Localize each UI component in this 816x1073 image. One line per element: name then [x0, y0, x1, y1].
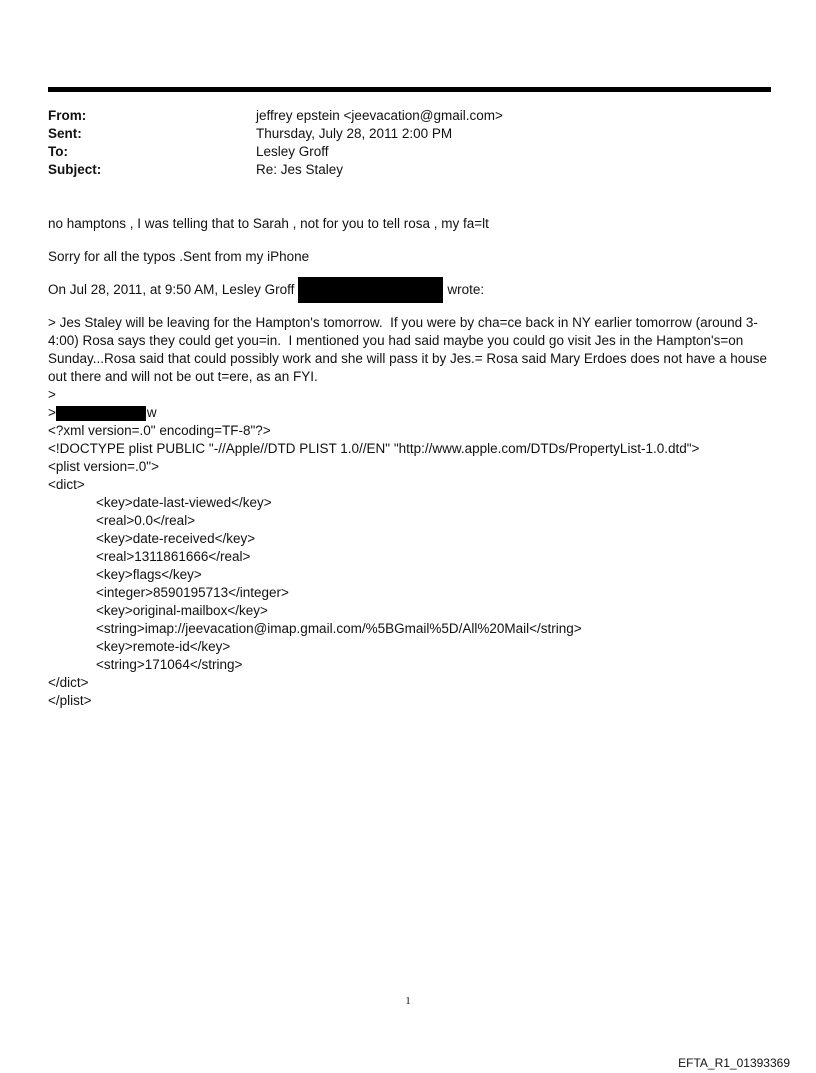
header-row-from — [48, 107, 771, 125]
email-body — [48, 215, 773, 710]
sent-label: Sent: — [48, 126, 82, 141]
quoted-paragraph: > Jes Staley will be leaving for the Hampton's tomorrow. If you were by cha=ce back in NY earlier tomorrow (around 3-4:00) Rosa says they could get you=in. I mentioned you had said maybe you could go visit Jes in the Hampton's=on Sunday...Rosa said that could possibly work and she will pass it by Jes.= Rosa said Mary Erdoes does not have a house out there and will not be out t=ere, as an FYI. — [48, 315, 771, 384]
xml-line: <dict> — [48, 477, 85, 492]
quote-marker-2: > — [48, 405, 56, 420]
xml-line: <integer>8590195713</integer> — [96, 585, 289, 600]
sent-value: Thursday, July 28, 2011 2:00 PM — [256, 126, 453, 141]
xml-line: <key>remote-id</key> — [96, 639, 231, 654]
to-value: Lesley Groff — [256, 144, 329, 159]
from-label: From: — [48, 108, 87, 123]
xml-line: <real>0.0</real> — [96, 513, 196, 528]
xml-line: <key>date-last-viewed</key> — [96, 495, 272, 510]
quote-redacted-line — [48, 404, 773, 422]
redaction-box — [298, 277, 443, 303]
xml-line: </dict> — [48, 675, 89, 690]
xml-line: <real>1311861666</real> — [96, 549, 251, 564]
header-row-subject — [48, 161, 771, 179]
quote-marker: > — [48, 387, 56, 402]
wrote-attribution-line — [48, 278, 773, 302]
xml-line: <key>original-mailbox</key> — [96, 603, 268, 618]
xml-plist-block — [48, 422, 773, 710]
page-number: 1 — [405, 995, 411, 1007]
body-line-typos: Sorry for all the typos .Sent from my iPhone — [48, 249, 310, 264]
from-value: jeffrey epstein <jeevacation@gmail.com> — [256, 108, 503, 123]
body-line-hamptons: no hamptons , I was telling that to Sarah , not for you to tell rosa , my fa=lt — [48, 216, 489, 231]
document-id: EFTA_R1_01393369 — [678, 1056, 790, 1070]
xml-line: <plist version=.0"> — [48, 459, 159, 474]
email-header — [48, 107, 771, 179]
wrote-suffix: wrote: — [447, 282, 485, 297]
quote-marker-line — [48, 386, 773, 404]
top-divider-rule — [48, 87, 771, 92]
quote-trailing-text: w — [146, 405, 157, 420]
xml-line: <?xml version=.0" encoding=TF-8"?> — [48, 423, 271, 438]
xml-line: <!DOCTYPE plist PUBLIC "-//Apple//DTD PLIST 1.0//EN" "http://www.apple.com/DTDs/PropertyList-1.0.dtd"> — [48, 441, 700, 456]
xml-line: <key>date-received</key> — [96, 531, 256, 546]
xml-line: </plist> — [48, 693, 92, 708]
to-label: To: — [48, 144, 68, 159]
xml-line: <key>flags</key> — [96, 567, 202, 582]
subject-label: Subject: — [48, 162, 102, 177]
redaction-box-small — [56, 406, 146, 421]
xml-line: <string>171064</string> — [96, 657, 243, 672]
subject-value: Re: Jes Staley — [256, 162, 344, 177]
header-row-sent — [48, 125, 771, 143]
wrote-prefix: On Jul 28, 2011, at 9:50 AM, Lesley Groff — [48, 282, 295, 297]
xml-line: <string>imap://jeevacation@imap.gmail.com/%5BGmail%5D/All%20Mail</string> — [96, 621, 582, 636]
header-row-to — [48, 143, 771, 161]
